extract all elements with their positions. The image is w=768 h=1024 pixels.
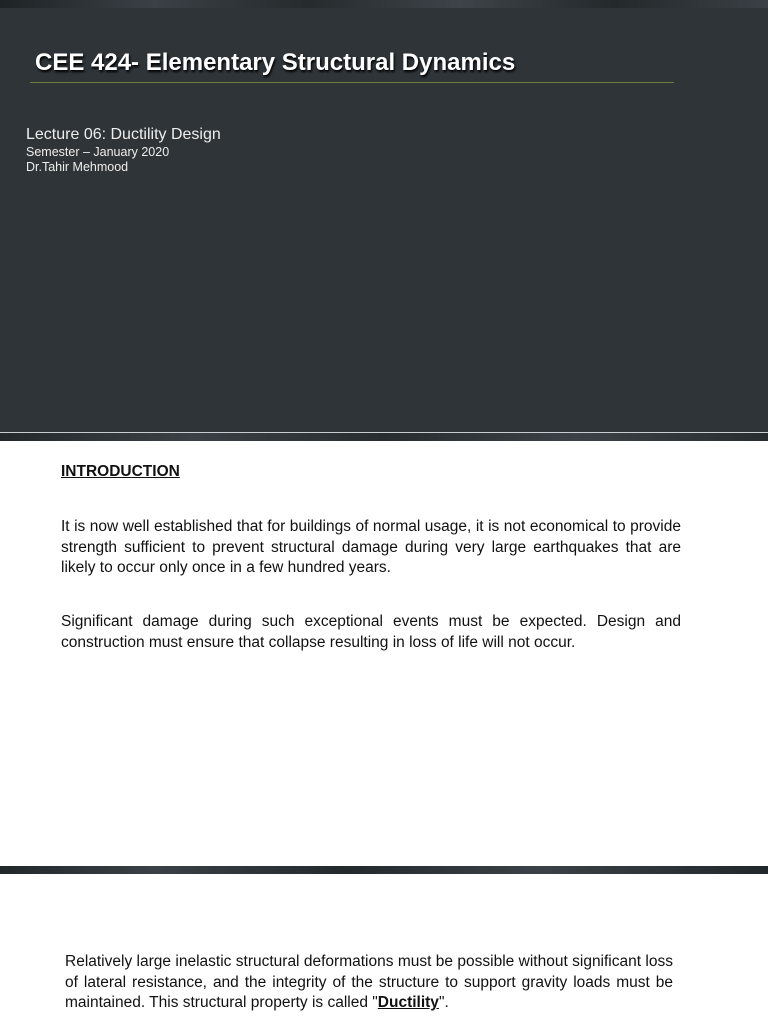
ductility-paragraph-text: Relatively large inelastic structural deformations must be possible without significant loss of lateral resistance, and the integrity of the structure to support gravity loads must be maintained. This structural property is called " <box>65 953 673 1011</box>
ductility-paragraph-end: ". <box>438 994 449 1011</box>
title-divider <box>30 82 674 83</box>
section-heading: INTRODUCTION <box>61 463 180 480</box>
slide-bottom-band <box>0 433 768 441</box>
intro-paragraph-1: It is now well established that for buildings of normal usage, it is not economical to provide strength sufficient to prevent structural damage during very large earthquakes that are likely to occur only once in a few hundred years. <box>61 518 681 576</box>
slide-top-band <box>0 0 768 8</box>
author-name: Dr.Tahir Mehmood <box>26 160 129 174</box>
intro-paragraph-2: Significant damage during such exceptional events must be expected. Design and construction must ensure that collapse resulting in loss of life will not occur. <box>61 613 681 651</box>
course-title: CEE 424- Elementary Structural Dynamics <box>35 49 516 76</box>
title-slide <box>0 0 768 441</box>
ductility-slide <box>0 874 768 1024</box>
ductility-term: Ductility <box>377 994 439 1011</box>
slide-separator <box>0 866 768 874</box>
semester-label: Semester – January 2020 <box>26 145 170 159</box>
lecture-title: Lecture 06: Ductility Design <box>26 126 221 143</box>
introduction-slide <box>0 441 768 866</box>
ductility-paragraph <box>65 952 673 1014</box>
